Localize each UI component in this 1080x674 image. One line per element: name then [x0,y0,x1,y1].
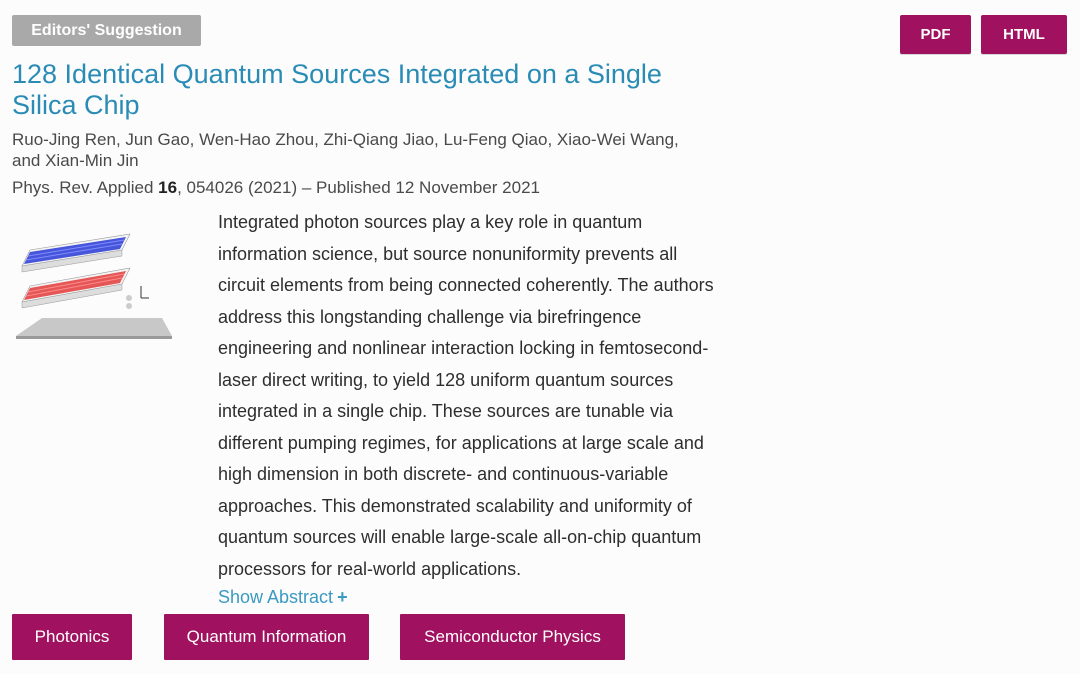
abstract-line: circuit elements from being connected coherently. The authors [218,275,714,295]
abstract-line: Integrated photon sources play a key role in quantum [218,212,643,232]
abstract-line: integrated in a single chip. These sources are tunable via [218,401,673,421]
citation [12,177,772,199]
abstract-line: high dimension in both discrete- and continuous-variable [218,464,669,484]
tag-semiconductor-physics[interactable]: Semiconductor Physics [400,614,625,660]
editors-suggestion-badge: Editors' Suggestion [12,15,201,46]
pdf-button[interactable]: PDF [900,15,971,54]
abstract-line: processors for real-world applications. [218,558,522,579]
authors-line1: Ruo-Jing Ren, Jun Gao, Wen-Hao Zhou, Zhi-Qiang Jiao, Lu-Feng Qiao, Xiao-Wei Wang, [12,130,679,149]
abstract-line: address this longstanding challenge via birefringence [218,306,642,327]
tag-quantum-information[interactable]: Quantum Information [164,614,369,660]
article-thumbnail-image[interactable] [12,226,177,344]
author-list [12,129,772,171]
article-title[interactable] [12,59,772,121]
abstract-line: approaches. This demonstrated scalability and uniformity of [218,495,692,516]
plus-icon[interactable]: + [337,587,348,607]
show-abstract-label[interactable]: Show Abstract [218,587,334,607]
citation-details: , 054026 (2021) – Published 12 November 2021 [177,178,540,197]
authors-line2: and Xian-Min Jin [12,151,139,170]
abstract-line: engineering and nonlinear interaction locking in femtosecond- [218,338,709,358]
abstract-line: different pumping regimes, for applications at large scale and [218,432,704,453]
abstract-line: information science, but source nonuniformity prevents all [218,243,678,264]
abstract-line: quantum sources will enable large-scale all-on-chip quantum [218,527,702,547]
abstract-text [218,207,783,585]
tag-photonics[interactable]: Photonics [12,614,132,660]
article-title-line2[interactable]: Silica Chip [12,90,140,120]
citation-volume: 16 [158,178,178,197]
citation-journal: Phys. Rev. Applied [12,178,159,197]
html-button[interactable]: HTML [981,15,1067,54]
show-abstract-link[interactable] [218,585,348,609]
article-title-line1[interactable]: 128 Identical Quantum Sources Integrated on a Single [12,59,662,89]
abstract-line: laser direct writing, to yield 128 uniform quantum sources [218,369,674,390]
